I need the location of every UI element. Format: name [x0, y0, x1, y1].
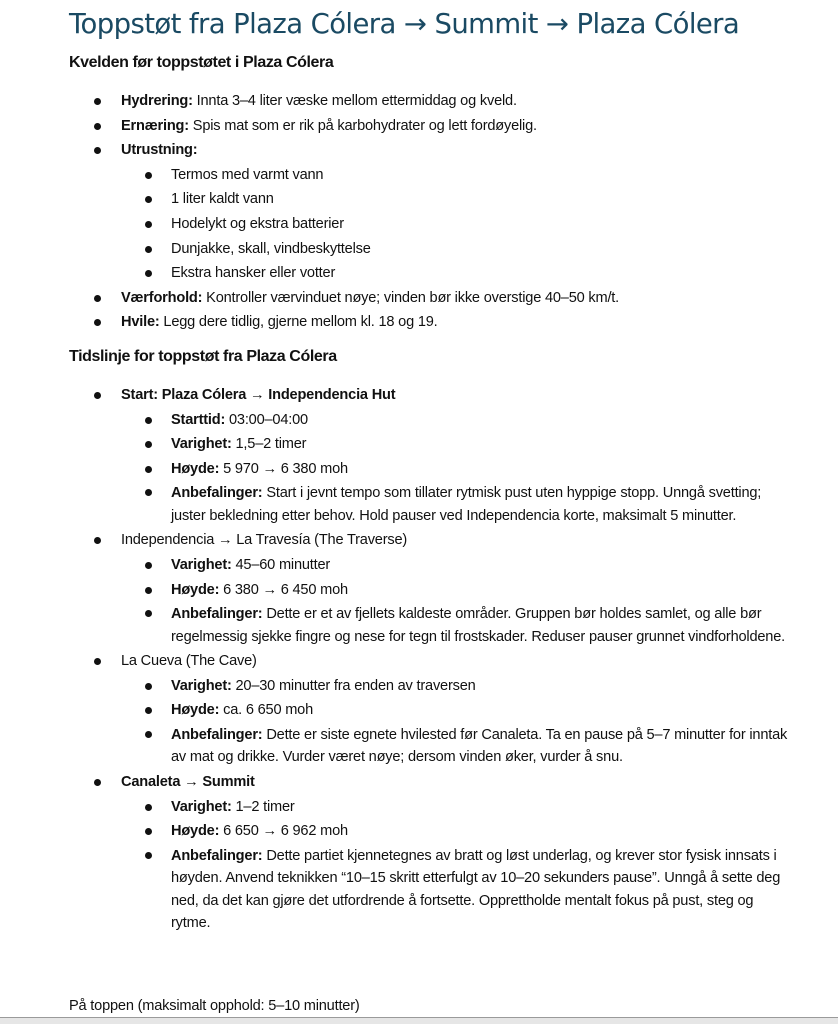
stage-detail-recommendations: [69, 481, 789, 528]
bullet-icon: [145, 172, 152, 179]
detail-text: ca. 6 650 moh: [219, 702, 314, 719]
list-item-equipment-sub: [69, 163, 789, 188]
list-item-equipment-sub: [69, 187, 789, 212]
detail-label: Varighet:: [171, 556, 232, 573]
item-label: Hydrering:: [121, 93, 193, 109]
stage-name: Independencia → La Travesía (The Traverse): [121, 532, 408, 549]
bullet-icon: [145, 441, 152, 448]
item-text: Hodelykt og ekstra batterier: [171, 215, 344, 232]
bullet-icon: [145, 587, 152, 594]
bullet-icon: [145, 489, 152, 496]
item-label: Ernæring:: [121, 117, 189, 134]
detail-label: Varighet:: [171, 436, 232, 453]
section-heading-timeline: Tidslinje for toppstøt fra Plaza Cólera: [69, 348, 337, 365]
list-item-rest: [69, 310, 789, 335]
stage-detail: [69, 457, 789, 482]
bullet-icon: [145, 707, 152, 714]
item-label: Værforhold:: [121, 289, 203, 306]
detail-label: Anbefalinger:: [171, 606, 263, 623]
detail-text: 20–30 minutter fra enden av traversen: [231, 677, 476, 694]
bullet-icon: [145, 196, 152, 203]
summit-stay-line: På toppen (maksimalt opphold: 5–10 minutter): [69, 998, 360, 1014]
stage-detail-recommendations: [69, 602, 789, 649]
detail-label: Anbefalinger:: [171, 847, 263, 864]
bullet-icon: [94, 147, 101, 154]
bullet-icon: [94, 98, 101, 105]
stage-detail-recommendations: [69, 844, 789, 936]
list-item-nutrition: [69, 114, 789, 139]
stage-detail: [69, 698, 789, 723]
detail-text: Dette partiet kjennetegnes av bratt og løst underlag, og krever stor fysisk innsats i høyden. Anvend teknikken “10–15 skritt etterfulgt av 10–20 sekunders pause”. Unngå å sette deg ned, da det kan gjøre det utfordrende å fortsette. Opprettholde mentalt fokus på pust, steg og rytme.: [171, 847, 781, 932]
detail-text: Dette er et av fjellets kaldeste områder. Gruppen bør holdes samlet, og alle bør regelmessig sjekke fingre og nese for tegn til frostskader. Reduser pauser grunnet vindforholdene.: [171, 606, 785, 645]
stage-detail: [69, 819, 789, 844]
bullet-icon: [94, 392, 101, 399]
bullet-icon: [94, 319, 101, 326]
detail-label: Varighet:: [171, 798, 232, 815]
bullet-icon: [94, 779, 101, 786]
stage-detail: [69, 408, 789, 433]
detail-text: Start i jevnt tempo som tillater rytmisk pust uten hyppige stopp. Unngå svetting; juster bekledning etter behov. Hold pauser ved Independencia korte, maksimalt 5 minutter.: [171, 485, 762, 524]
detail-text: 1–2 timer: [231, 798, 295, 815]
timeline-stage-cave: [69, 649, 789, 674]
item-label: Hvile:: [121, 314, 160, 331]
stage-detail: [69, 578, 789, 603]
list-item-weather: [69, 286, 789, 311]
list-item-equipment-sub: [69, 261, 789, 286]
timeline-stage-start: [69, 383, 789, 408]
bullet-icon: [145, 417, 152, 424]
item-text: Dunjakke, skall, vindbeskyttelse: [171, 240, 371, 257]
item-text: Legg dere tidlig, gjerne mellom kl. 18 og 19.: [159, 314, 438, 331]
stage-name: La Cueva (The Cave): [121, 653, 257, 670]
detail-text: 5 970 → 6 380 moh: [219, 460, 348, 477]
stage-detail: [69, 674, 789, 699]
detail-text: 03:00–04:00: [225, 411, 308, 428]
detail-label: Høyde:: [171, 823, 220, 840]
bullet-icon: [145, 852, 152, 859]
stage-detail: [69, 795, 789, 820]
detail-text: 6 380 → 6 450 moh: [219, 581, 348, 598]
bullet-icon: [145, 562, 152, 569]
bullet-icon: [145, 270, 152, 277]
bullet-icon: [145, 828, 152, 835]
stage-detail-recommendations: [69, 723, 789, 770]
bullet-icon: [94, 295, 101, 302]
detail-label: Varighet:: [171, 677, 232, 694]
detail-text: 1,5–2 timer: [231, 436, 307, 453]
item-text: Termos med varmt vann: [171, 166, 324, 183]
detail-label: Høyde:: [171, 581, 220, 598]
stage-name: Canaleta → Summit: [121, 773, 255, 790]
timeline-stage-traverse: [69, 528, 789, 553]
section-heading-evening: Kvelden før toppstøtet i Plaza Cólera: [69, 54, 334, 71]
bullet-icon: [145, 246, 152, 253]
document-title: Toppstøt fra Plaza Cólera → Summit → Plaza Cólera: [69, 8, 740, 40]
item-text: 1 liter kaldt vann: [171, 191, 274, 208]
list-item-hydration: [69, 89, 789, 114]
detail-label: Starttid:: [171, 411, 226, 428]
bullet-icon: [145, 221, 152, 228]
detail-label: Høyde:: [171, 460, 220, 477]
list-item-equipment: [69, 138, 789, 163]
item-label: Utrustning:: [121, 142, 198, 159]
detail-label: Anbefalinger:: [171, 485, 263, 502]
item-text: Innta 3–4 liter væske mellom ettermiddag og kveld.: [192, 93, 517, 109]
detail-text: 6 650 → 6 962 moh: [219, 823, 348, 840]
bullet-icon: [94, 537, 101, 544]
evening-checklist: [69, 89, 789, 335]
bullet-icon: [94, 123, 101, 130]
bullet-icon: [94, 658, 101, 665]
stage-detail: [69, 432, 789, 457]
stage-name: Start: Plaza Cólera → Independencia Hut: [121, 387, 396, 403]
detail-text: 45–60 minutter: [231, 556, 331, 573]
item-text: Ekstra hansker eller votter: [171, 265, 336, 282]
detail-text: Dette er siste egnete hvilested før Canaleta. Ta en pause på 5–7 minutter for inntak av mat og drikke. Vurder været nøye; dersom vinden øker, vurder å snu.: [171, 726, 788, 766]
bullet-icon: [145, 466, 152, 473]
detail-label: Anbefalinger:: [171, 726, 263, 743]
list-item-equipment-sub: [69, 237, 789, 262]
timeline-list: [69, 383, 789, 936]
detail-label: Høyde:: [171, 702, 220, 719]
list-item-equipment-sub: [69, 212, 789, 237]
timeline-stage-canaleta: [69, 770, 789, 795]
stage-detail: [69, 553, 789, 578]
item-text: Spis mat som er rik på karbohydrater og lett fordøyelig.: [188, 117, 537, 134]
bullet-icon: [145, 683, 152, 690]
item-text: Kontroller værvinduet nøye; vinden bør ikke overstige 40–50 km/t.: [202, 289, 620, 306]
bullet-icon: [145, 804, 152, 811]
bullet-icon: [145, 731, 152, 738]
bullet-icon: [145, 610, 152, 617]
